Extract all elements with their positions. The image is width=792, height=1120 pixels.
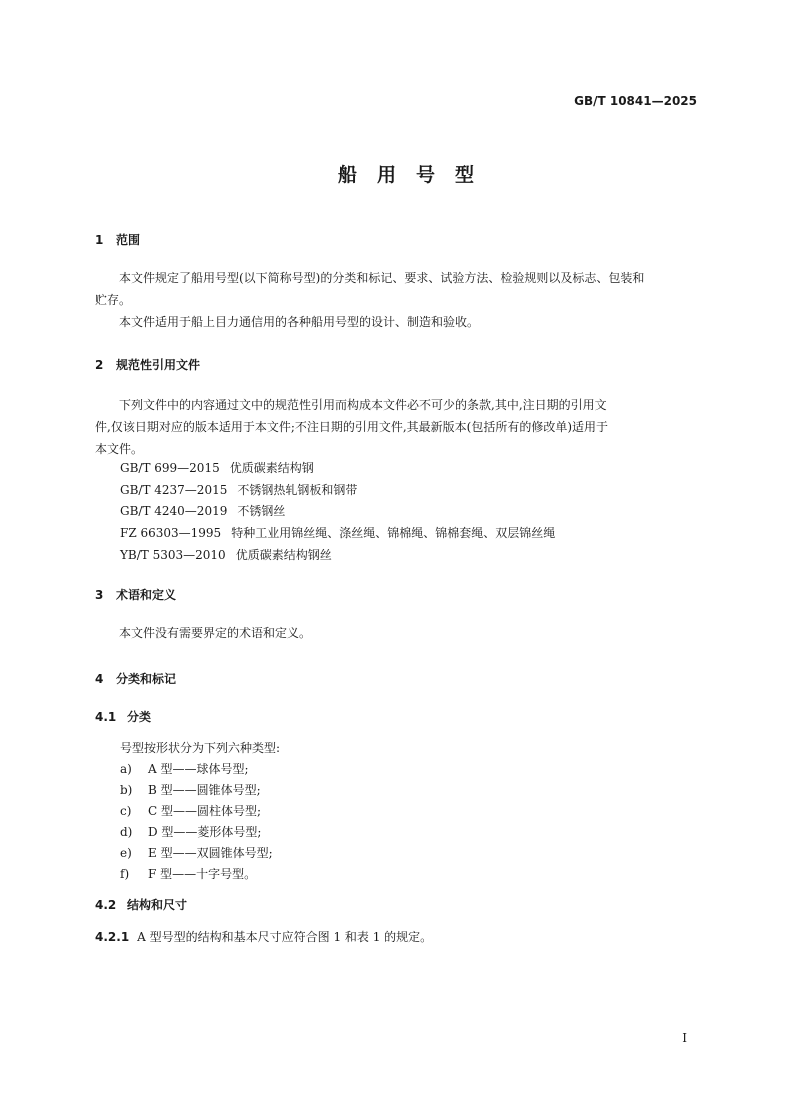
reference-entry xyxy=(120,546,332,563)
section-heading-normative-references xyxy=(95,356,200,373)
section-number: 4 xyxy=(95,672,104,686)
list-marker: a) xyxy=(120,762,132,776)
subsection-heading-classification xyxy=(95,708,151,725)
clause-number: 4.2.1 xyxy=(95,930,130,944)
reference-entry xyxy=(120,481,357,498)
reference-title: 优质碳素结构钢 xyxy=(229,461,314,475)
text-line: 本文件规定了船用号型(以下简称号型)的分类和标记、要求、试验方法、检验规则以及标志、包装和 xyxy=(119,271,645,285)
text-line: 本文件没有需要界定的术语和定义。 xyxy=(119,626,312,640)
subsection-number: 4.2 xyxy=(95,898,117,912)
subsection-title: 分类 xyxy=(127,710,152,724)
list-item xyxy=(120,802,261,819)
classification-intro: 号型按形状分为下列六种类型: xyxy=(120,741,281,755)
section-number: 3 xyxy=(95,588,104,602)
text-line: 本文件适用于船上目力通信用的各种船用号型的设计、制造和验收。 xyxy=(119,315,480,329)
text-line: 件,仅该日期对应的版本适用于本文件;不注日期的引用文件,其最新版本(包括所有的修改单)适用于 xyxy=(95,420,609,434)
reference-entry xyxy=(120,459,314,476)
reference-code: FZ 66303—1995 xyxy=(120,526,222,540)
list-marker: b) xyxy=(120,783,133,797)
section-title: 范围 xyxy=(116,233,141,247)
list-text: D 型——菱形体号型; xyxy=(148,825,262,839)
page-number: I xyxy=(682,1031,687,1045)
reference-title: 不锈钢热轧钢板和钢带 xyxy=(237,483,358,497)
list-item xyxy=(120,781,261,798)
standard-number: GB/T 10841—2025 xyxy=(574,94,697,108)
list-text: C 型——圆柱体号型; xyxy=(148,804,262,818)
list-text: F 型——十字号型。 xyxy=(148,867,257,881)
text-line: 下列文件中的内容通过文中的规范性引用而构成本文件必不可少的条款,其中,注日期的引用文 xyxy=(119,398,607,412)
normative-intro-paragraph xyxy=(95,394,707,460)
reference-title: 特种工业用锦丝绳、涤丝绳、锦棉绳、锦棉套绳、双层锦丝绳 xyxy=(231,526,556,540)
scope-paragraph xyxy=(95,267,707,333)
list-item xyxy=(120,865,256,882)
list-text: E 型——双圆锥体号型; xyxy=(148,846,273,860)
section-heading-scope xyxy=(95,231,140,248)
reference-code: GB/T 699—2015 xyxy=(120,461,220,475)
clause-4-2-1 xyxy=(95,928,432,945)
section-number: 2 xyxy=(95,358,104,372)
section-title: 分类和标记 xyxy=(116,672,177,686)
list-item xyxy=(120,844,273,861)
section-number: 1 xyxy=(95,233,104,247)
list-marker: f) xyxy=(120,867,130,881)
section-title: 术语和定义 xyxy=(116,588,177,602)
reference-code: GB/T 4237—2015 xyxy=(120,483,228,497)
reference-title: 优质碳素结构钢丝 xyxy=(235,548,332,562)
list-item xyxy=(120,760,249,777)
reference-code: GB/T 4240—2019 xyxy=(120,504,228,518)
document-title: 船用号型 xyxy=(337,164,494,186)
reference-code: YB/T 5303—2010 xyxy=(120,548,226,562)
section-heading-classification xyxy=(95,670,176,687)
text-line: 贮存。 xyxy=(95,293,132,307)
reference-entry xyxy=(120,502,285,519)
subsection-heading-structure xyxy=(95,896,187,913)
terms-paragraph xyxy=(95,622,707,644)
subsection-number: 4.1 xyxy=(95,710,117,724)
list-text: B 型——圆锥体号型; xyxy=(148,783,261,797)
section-heading-terms xyxy=(95,586,176,603)
list-marker: c) xyxy=(120,804,132,818)
reference-entry xyxy=(120,524,555,541)
section-title: 规范性引用文件 xyxy=(116,358,201,372)
subsection-title: 结构和尺寸 xyxy=(127,898,188,912)
list-marker: d) xyxy=(120,825,133,839)
list-item xyxy=(120,823,261,840)
reference-title: 不锈钢丝 xyxy=(237,504,286,518)
clause-text: A 型号型的结构和基本尺寸应符合图 1 和表 1 的规定。 xyxy=(137,930,433,944)
list-marker: e) xyxy=(120,846,132,860)
text-line: 本文件。 xyxy=(95,442,144,456)
list-text: A 型——球体号型; xyxy=(148,762,249,776)
